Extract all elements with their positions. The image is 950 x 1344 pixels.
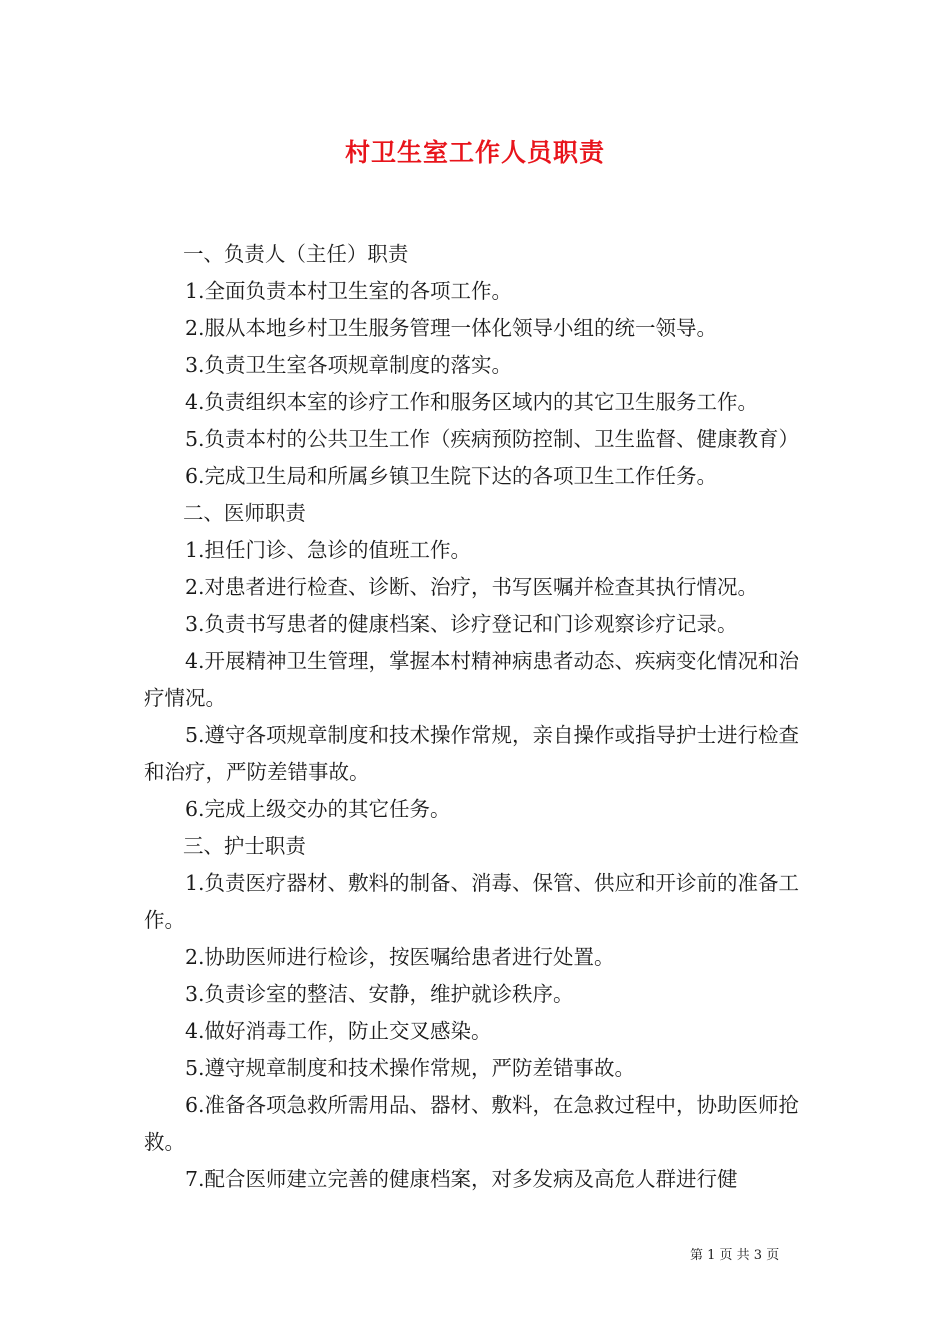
paragraph: 5.负责本村的公共卫生工作（疾病预防控制、卫生监督、健康教育）: [185, 427, 800, 451]
paragraph: 3.负责书写患者的健康档案、诊疗登记和门诊观察诊疗记录。: [185, 612, 738, 636]
paragraph: 6.完成卫生局和所属乡镇卫生院下达的各项卫生工作任务。: [185, 464, 718, 488]
paragraph: 4.做好消毒工作，防止交叉感染。: [185, 1019, 492, 1043]
paragraph: 3.负责诊室的整洁、安静，维护就诊秩序。: [185, 982, 574, 1006]
paragraph: 4.开展精神卫生管理，掌握本村精神病患者动态、疾病变化情况和治疗情况。: [144, 649, 800, 710]
document-title: 村卫生室工作人员职责: [344, 138, 605, 167]
paragraph: 5.遵守规章制度和技术操作常规，严防差错事故。: [185, 1056, 636, 1080]
paragraph: 6.准备各项急救所需用品、器材、敷料，在急救过程中，协助医师抢救。: [144, 1093, 800, 1154]
paragraph: 5.遵守各项规章制度和技术操作常规，亲自操作或指导护士进行检查和治疗，严防差错事故。: [144, 723, 800, 784]
paragraph: 1.全面负责本村卫生室的各项工作。: [185, 279, 513, 303]
paragraph: 3.负责卫生室各项规章制度的落实。: [185, 353, 513, 377]
paragraph: 4.负责组织本室的诊疗工作和服务区域内的其它卫生服务工作。: [185, 390, 759, 414]
page-number: 第 1 页 共 3 页: [690, 1248, 780, 1263]
section-heading: 三、护士职责: [182, 834, 306, 858]
paragraph: 6.完成上级交办的其它任务。: [185, 797, 451, 821]
section-heading: 二、医师职责: [182, 501, 306, 525]
paragraph: 2.对患者进行检查、诊断、治疗，书写医嘱并检查其执行情况。: [185, 575, 759, 599]
paragraph: 7.配合医师建立完善的健康档案，对多发病及高危人群进行健: [185, 1167, 738, 1191]
document-body: [144, 236, 810, 1198]
paragraph: 1.担任门诊、急诊的值班工作。: [185, 538, 472, 562]
paragraph: 2.协助医师进行检诊，按医嘱给患者进行处置。: [185, 945, 615, 969]
paragraph: 1.负责医疗器材、敷料的制备、消毒、保管、供应和开诊前的准备工作。: [144, 871, 800, 932]
paragraph: 2.服从本地乡村卫生服务管理一体化领导小组的统一领导。: [185, 316, 718, 340]
section-heading: 一、负责人（主任）职责: [182, 242, 409, 266]
